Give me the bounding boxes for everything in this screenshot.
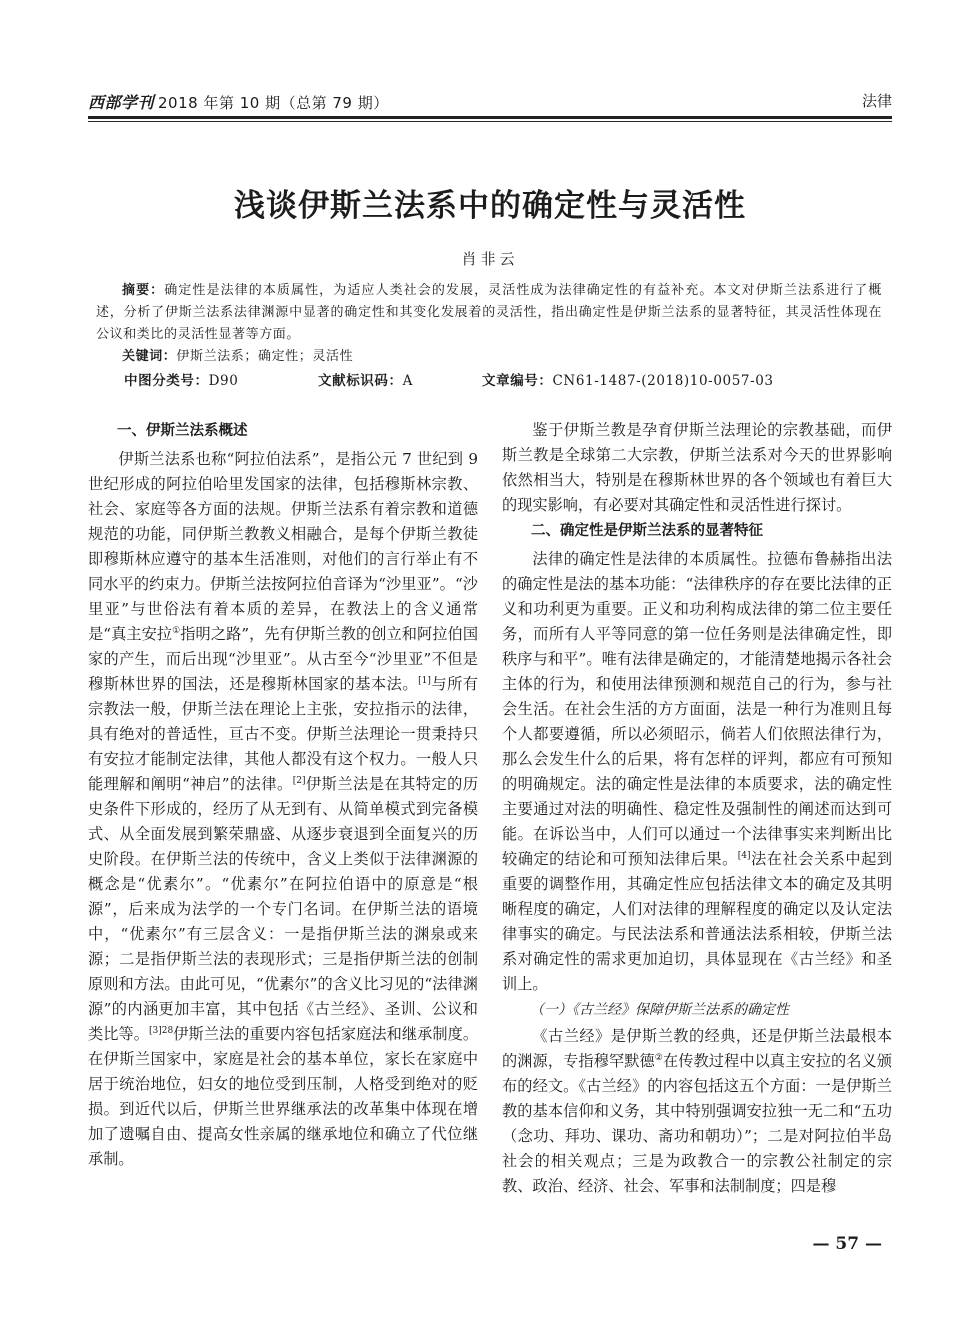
abstract-block: [96, 280, 882, 392]
classification-row: [96, 370, 882, 392]
header-rule-thin: [88, 121, 892, 122]
doc-code: 文献标识码：A: [318, 373, 413, 389]
citation: [3]28: [148, 1025, 174, 1036]
journal-issue: [88, 90, 389, 113]
page-number: — 57 —: [812, 1234, 882, 1254]
subsection-heading: （一）《古兰经》保障伊斯兰法系的确定性: [530, 1002, 789, 1018]
left-column: [88, 418, 478, 1172]
clc-code: 中图分类号：D90: [124, 373, 239, 389]
abstract-label: 摘要：: [122, 283, 165, 298]
running-header: [88, 86, 892, 116]
paragraph: 《古兰经》是伊斯兰教的经典，还是伊斯兰法最根本的渊源，专指穆罕默德②在传教过程中以真主安拉的名义颁布的经文。《古兰经》的内容包括这五个方面：一是伊斯兰教的基本信仰和义务，其中特别强调安拉独一无二和“五功（念功、拜功、课功、斋功和朝功）”；二是对阿拉伯半岛社会的相关观点；三是为政教合一的宗教公社制定的宗教、政治、经济、社会、军事和法制制度；四是穆: [502, 1027, 893, 1195]
keywords: [96, 346, 882, 368]
header-rule: [88, 116, 892, 119]
footnote-marker: ①: [172, 625, 181, 636]
issue-label: 2018 年第 10 期（总第 79 期）: [158, 94, 389, 112]
journal-logo: 西部学刊: [88, 93, 155, 112]
citation: [2]: [292, 775, 306, 786]
section-tag: 法律: [861, 92, 892, 110]
citation: [4]: [737, 850, 751, 861]
article-title: 浅谈伊斯兰法系中的确定性与灵活性: [234, 188, 746, 224]
author-name: 肖非云: [461, 250, 519, 268]
abstract-text: 确定性是法律的本质属性，为适应人类社会的发展，灵活性成为法律确定性的有益补充。本文对伊斯兰法系进行了概述，分析了伊斯兰法系法律渊源中显著的确定性和其变化发展着的灵活性，指出确定性是伊斯兰法系的显著特征，其灵活性体现在公议和类比的灵活性显著等方面。: [96, 283, 882, 342]
article-number: 文章编号：CN61-1487-(2018)10-0057-03: [482, 373, 774, 389]
footnote-marker: ②: [654, 1052, 663, 1063]
paragraph: 伊斯兰法系也称“阿拉伯法系”，是指公元 7 世纪到 9 世纪形成的阿拉伯哈里发国家的法律，包括穆斯林宗教、社会、家庭等各方面的法规。伊斯兰法系有着宗教和道德规范的功能，同伊斯兰教教义相融合，是每个伊斯兰教徒即穆斯林应遵守的基本生活准则，对他们的言行举止有不同水平的约束力。伊斯兰法按阿拉伯音译为“沙里亚”。“沙里亚”与世俗法有着本质的差异，在教法上的含义通常是“真主安拉①指明之路”，先有伊斯兰教的创立和阿拉伯国家的产生，而后出现“沙里亚”。从古至今“沙里亚”不但是穆斯林世界的国法，还是穆斯林国家的基本法。[1]与所有宗教法一般，伊斯兰法在理论上主张，安拉指示的法律，具有绝对的普适性，亘古不变。伊斯兰法理论一贯秉持只有安拉才能制定法律，其他人都没有这个权力。一般人只能理解和阐明“神启”的法律。[2]伊斯兰法是在其特定的历史条件下形成的，经历了从无到有、从简单模式到完备模式、从全面发展到繁荣鼎盛、从逐步衰退到全面复兴的历史阶段。在伊斯兰法的传统中，含义上类似于法律渊源的概念是“优素尔”。“优素尔”在阿拉伯语中的原意是“根源”，后来成为法学的一个专门名词。在伊斯兰法的语境中，“优素尔”有三层含义：一是指伊斯兰法的渊泉或来源；二是指伊斯兰法的表现形式；三是指伊斯兰法的创制原则和方法。由此可见，“优素尔”的含义比习见的“法律渊源”的内涵更加丰富，其中包括《古兰经》、圣训、公议和类比等。$^{[3]28}$伊斯兰法的重要内容包括家庭法和继承制度。在伊斯兰国家中，家庭是社会的基本单位，家长在家庭中居于统治地位，妇女的地位受到压制，人格受到绝对的贬损。到近代以后，伊斯兰世界继承法的改革集中体现在增加了遗嘱自由、提高女性亲属的继承地位和确立了代位继承制。: [88, 450, 479, 1168]
keywords-text: 伊斯兰法系；确定性；灵活性: [176, 349, 354, 364]
section-heading-2: 二、确定性是伊斯兰法系的显著特征: [531, 523, 763, 539]
paragraph: 法律的确定性是法律的本质属性。拉德布鲁赫指出法的确定性是法的基本功能：“法律秩序的存在要比法律的正义和功利更为重要。正义和功利构成法律的第二位主要任务，而所有人平等同意的第一位任务则是法律确定性，即秩序与和平”。唯有法律是确定的，才能清楚地揭示各社会主体的行为，和使用法律预测和规范自己的行为，参与社会生活。在社会生活的方方面面，法是一种行为准则且每个人都要遵循，所以必须昭示，倘若人们依照法律行为，那么会发生什么的后果，将有怎样的评判，都应有可预知的明确规定。法的确定性是法律的本质要求，法的确定性主要通过对法的明确性、稳定性及强制性的阐述而达到可能。在诉讼当中，人们可以通过一个法律事实来判断出比较确定的结论和可预知法律后果。[4]法在社会关系中起到重要的调整作用，其确定性应包括法律文本的确定及其明晰程度的确定，人们对法律的理解程度的确定以及认定法律事实的确定。与民法法系和普通法法系相较，伊斯兰法系对确定性的需求更加迫切，具体显现在《古兰经》和圣训上。: [502, 550, 892, 993]
abstract: [96, 280, 882, 346]
paragraph: 鉴于伊斯兰教是孕育伊斯兰法理论的宗教基础，而伊斯兰教是全球第二大宗教，伊斯兰法系对今天的世界影响依然相当大，特别是在穆斯林世界的各个领域也有着巨大的现实影响，有必要对其确定性和灵活性进行探讨。: [502, 421, 892, 514]
citation: [1]: [418, 675, 431, 686]
right-column: [502, 418, 892, 1199]
keywords-label: 关键词：: [122, 349, 177, 364]
section-heading-1: 一、伊斯兰法系概述: [117, 423, 248, 439]
